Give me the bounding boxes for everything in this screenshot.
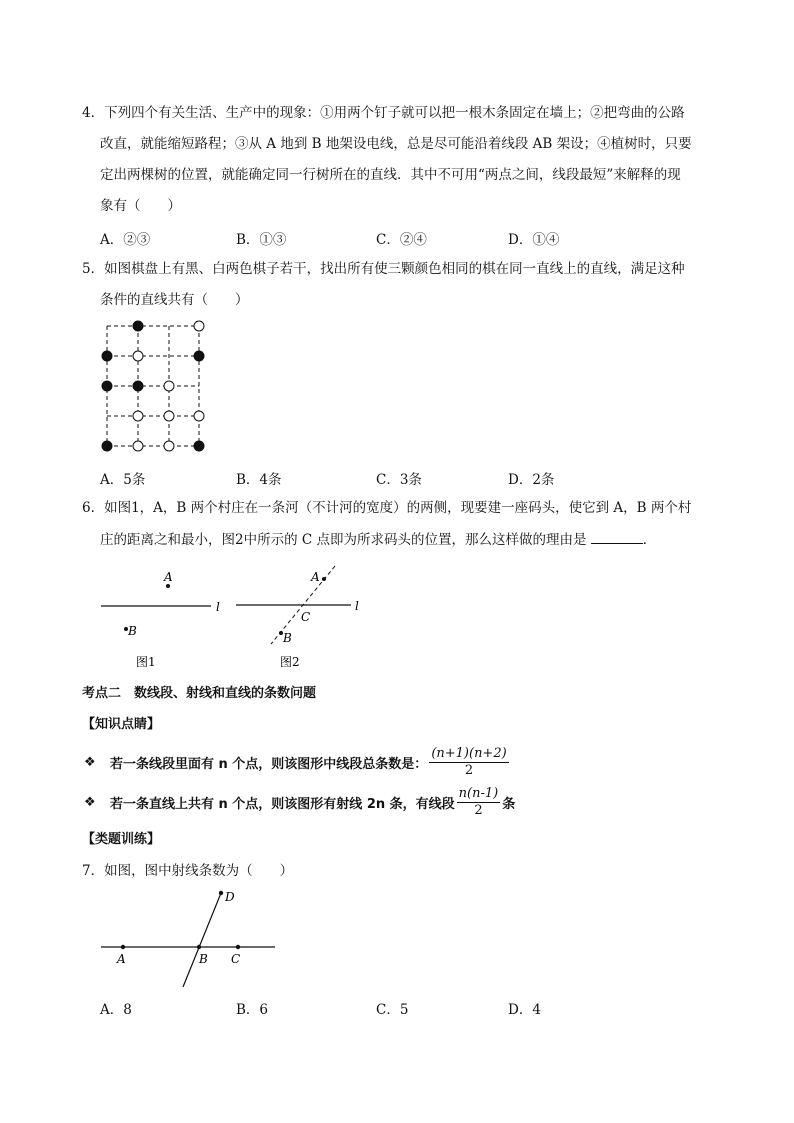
q7-line-1: 7．如图，图中射线条数为（ ） (82, 863, 294, 879)
bullet-2-text-a: 若一条直线上共有 n 个点，则该图形有射线 2n 条，有线段 (110, 796, 455, 812)
q7-point-a (121, 945, 125, 949)
q4-option-c[interactable]: C．②④ (376, 232, 427, 248)
bullet-2-denominator: 2 (474, 802, 483, 818)
q5-option-c[interactable]: C．3条 (376, 472, 422, 488)
white-stone-r3-c3 (194, 411, 204, 421)
fig1-point-a (166, 584, 170, 588)
q5-line-2: 条件的直线共有（ ） (100, 292, 249, 308)
q4-line-2: 改直，就能缩短路程；③从 A 地到 B 地架设电线，总是尽可能沿着线段 AB 架设；④植树时，只要 (100, 136, 692, 152)
q4-line-4: 象有（ ） (100, 198, 181, 214)
white-stone-r4-c1 (133, 441, 143, 451)
fig2-label-c: C (301, 610, 311, 624)
q6-figures (95, 562, 375, 674)
q7-label-a: A (117, 952, 126, 966)
white-stone-r4-c2 (164, 441, 174, 451)
fig2-label-a: A (311, 570, 320, 584)
fig2-label-b: B (283, 631, 292, 645)
white-stone-r3-c1 (133, 411, 143, 421)
q4-option-d[interactable]: D．①④ (508, 232, 560, 248)
bullet-1-text: 若一条线段里面有 n 个点，则该图形中线段总条数是： (110, 756, 428, 772)
q4-line-3: 定出两棵树的位置，就能确定同一行树所在的直线．其中不可用“两点之间，线段最短”来解释的现 (100, 167, 681, 183)
fig2-caption: 图2 (280, 655, 300, 669)
chess-board-figure (95, 318, 215, 456)
white-stone-r2-c2 (164, 381, 174, 391)
q4-option-b[interactable]: B．①③ (236, 232, 287, 248)
fig2-point-a (322, 577, 326, 581)
knowledge-bullet-1 (84, 742, 511, 782)
q6-line-2-text: 庄的距离之和最小，图2中所示的 C 点即为所求码头的位置，那么这样做的理由是 (100, 532, 587, 548)
q6-line-2 (100, 529, 656, 550)
bullet-1-fraction (429, 746, 508, 779)
q5-line-1: 5．如图棋盘上有黑、白两色棋子若干，找出所有使三颗颜色相同的棋在同一直线上的直线，满足这种 (82, 261, 685, 277)
fig1-label-a: A (164, 570, 173, 584)
q7-label-b: B (199, 952, 208, 966)
section-2-title: 考点二 数线段、射线和直线的条数问题 (82, 686, 317, 701)
black-stone-r1-c0 (102, 351, 112, 361)
q7-option-b[interactable]: B．6 (236, 1002, 269, 1018)
black-stone-r2-c0 (102, 381, 112, 391)
black-stone-r2-c1 (133, 381, 143, 391)
q5-option-d[interactable]: D．2条 (508, 472, 555, 488)
fig1-label-l: l (216, 600, 220, 614)
bullet-1-numerator: (n+1)(n+2) (431, 745, 507, 761)
bullet-1-icon: ❖ (84, 754, 96, 770)
bullet-2-numerator: n(n-1) (458, 785, 499, 801)
fig1-label-b: B (128, 624, 137, 638)
q7-option-a[interactable]: A．8 (100, 1002, 132, 1018)
black-stone-r4-c0 (102, 441, 112, 451)
bullet-1-denominator: 2 (464, 762, 474, 778)
q6-line-1: 6．如图1，A，B 两个村庄在一条河（不计河的宽度）的两侧，现要建一座码头，使它到 A，B 两个村 (82, 500, 692, 516)
knowledge-bullet-2 (84, 782, 515, 822)
black-stone-r1-c3 (194, 351, 204, 361)
q5-option-b[interactable]: B．4条 (236, 472, 282, 488)
q7-point-c (236, 945, 240, 949)
q7-line-bd (183, 893, 221, 987)
q7-option-c[interactable]: C．5 (376, 1002, 409, 1018)
fig1-caption: 图1 (136, 655, 156, 669)
bullet-2-icon: ❖ (84, 794, 96, 810)
q4-line-1: 4．下列四个有关生活、生产中的现象：①用两个钉子就可以把一根木条固定在墙上；②把弯曲的公路 (82, 105, 685, 121)
q6-line-2-end: ． (642, 532, 657, 548)
bullet-2-text-b: 条 (502, 796, 516, 812)
black-stone-r4-c3 (194, 441, 204, 451)
q7-option-d[interactable]: D．4 (508, 1002, 541, 1018)
fig2-label-l: l (355, 599, 359, 613)
q7-point-d (219, 891, 223, 895)
q6-answer-blank[interactable] (591, 529, 643, 544)
knowledge-heading: 【知识点睛】 (82, 717, 161, 732)
q7-figure (95, 883, 285, 993)
q7-point-b (197, 945, 201, 949)
q7-label-d: D (225, 890, 235, 904)
training-heading: 【类题训练】 (82, 832, 161, 847)
white-stone-r0-c3 (194, 321, 204, 331)
white-stone-r1-c1 (133, 351, 143, 361)
bullet-2-fraction (457, 786, 501, 819)
white-stone-r3-c2 (164, 411, 174, 421)
black-stone-r0-c1 (133, 321, 143, 331)
q5-option-a[interactable]: A．5条 (100, 472, 146, 488)
q7-label-c: C (231, 952, 241, 966)
q4-option-a[interactable]: A．②③ (100, 232, 151, 248)
